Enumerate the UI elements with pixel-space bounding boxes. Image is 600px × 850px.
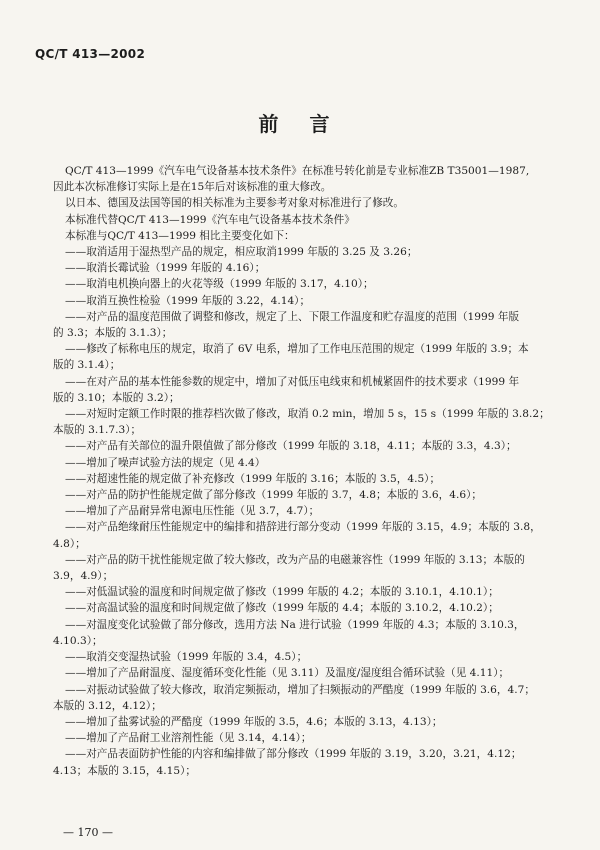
list-item: ——增加了盐雾试验的严酷度（1999 年版的 3.5，4.6；本版的 3.13，4.13）； (65, 715, 443, 728)
list-item-continued: 4.10.3）； (53, 634, 103, 647)
list-item: ——对温度变化试验做了部分修改，选用方法 Na 进行试验（1999 年版的 4.3；本版的 3.10.3， (65, 618, 525, 631)
list-item: ——对产品的防护性能规定做了部分修改（1999 年版的 3.7，4.8；本版的 3.6，4.6）； (65, 489, 482, 502)
list-item-continued: 3.9，4.9）； (53, 570, 114, 583)
list-item: ——取消长霉试验（1999 年版的 4.16）； (65, 262, 266, 275)
list-item-continued: 4.8）； (53, 537, 86, 550)
body-text (55, 163, 575, 779)
list-item: ——对产品表面防护性能的内容和编排做了部分修改（1999 年版的 3.19，3.20，3.21，4.12； (65, 748, 522, 761)
standard-code: QC/T 413—2002 (35, 47, 146, 61)
list-item: ——取消适用于湿热型产品的规定，相应取消1999 年版的 3.25 及 3.26； (65, 246, 418, 259)
list-item: ——增加了产品耐工业溶剂性能（见 3.14，4.14）； (65, 732, 312, 745)
list-item-continued: 版的 3.1.4）； (53, 359, 121, 372)
list-item: ——取消交变湿热试验（1999 年版的 3.4，4.5）； (65, 651, 308, 664)
list-item: ——取消电机换向器上的火花等级（1999 年版的 3.17，4.10）； (65, 278, 374, 291)
list-item: ——对产品有关部位的温升限值做了部分修改（1999 年版的 3.18，4.11；本版的 3.3，4.3）； (65, 440, 517, 453)
list-item-continued: 的 3.3；本版的 3.1.3）； (53, 327, 173, 340)
list-item: ——对产品的温度范围做了调整和修改，规定了上、下限工作温度和贮存温度的范围（1999 年版 (65, 310, 520, 323)
list-item: ——对低温试验的温度和时间规定做了修改（1999 年版的 4.2；本版的 3.10.1，4.10.1）； (65, 586, 499, 599)
list-item: ——增加了产品耐温度、湿度循环变化性能（见 3.11）及温度/湿度组合循环试验（见 4.11）； (65, 667, 510, 680)
paragraph-line: QC/T 413—1999《汽车电气设备基本技术条件》在标准号转化前是专业标准ZB T35001—1987, (65, 165, 530, 177)
list-item: ——修改了标称电压的规定，取消了 6V 电系，增加了工作电压范围的规定（1999 年版的 3.9；本 (65, 343, 529, 356)
list-item-continued: 版的 3.10；本版的 3.2）； (53, 391, 180, 404)
paragraph-line: 以日本、德国及法国等国的相关标准为主要参考对象对标准进行了修改。 (65, 197, 404, 210)
page-title: 前 言 (258, 112, 342, 136)
paragraph-line: 因此本次标准修订实际上是在15年后对该标准的重大修改。 (53, 181, 332, 194)
list-item: ——在对产品的基本性能参数的规定中，增加了对低压电线束和机械紧固件的技术要求（1999 年 (65, 375, 520, 388)
list-item-continued: 本版的 3.12，4.12）； (53, 699, 162, 712)
list-item: ——对高温试验的温度和时间规定做了修改（1999 年版的 4.4；本版的 3.10.2，4.10.2）； (65, 602, 499, 615)
paragraph-line: 本标准代替QC/T 413—1999《汽车电气设备基本技术条件》 (65, 213, 355, 226)
list-item-continued: 本版的 3.1.7.3）； (53, 424, 142, 437)
list-item-continued: 4.13；本版的 3.15，4.15）； (53, 764, 196, 777)
list-item: ——对振动试验做了较大修改，取消定频振动，增加了扫频振动的严酷度（1999 年版的 3.6，4.7； (65, 683, 535, 696)
page-number: — 170 — (63, 826, 113, 839)
list-item: ——对产品绝缘耐压性能规定中的编排和措辞进行部分变动（1999 年版的 3.15，4.9；本版的 3.8， (65, 521, 541, 534)
list-item: ——增加了产品耐异常电源电压性能（见 3.7，4.7）； (65, 505, 320, 518)
list-item: ——对超速性能的规定做了补充修改（1999 年版的 3.16；本版的 3.5，4.5）； (65, 472, 441, 485)
paragraph-line: 本标准与QC/T 413—1999 相比主要变化如下： (65, 229, 295, 242)
list-item: ——取消互换性检验（1999 年版的 3.22，4.14）； (65, 294, 311, 307)
list-item: ——增加了噪声试验方法的规定（见 4.4） (65, 456, 266, 469)
list-item: ——对短时定额工作时限的推荐档次做了修改，取消 0.2 min，增加 5 s，15 s（1999 年版的 3.8.2； (65, 408, 550, 421)
list-item: ——对产品的防干扰性能规定做了较大修改，改为产品的电磁兼容性（1999 年版的 3.13；本版的 (65, 553, 525, 566)
